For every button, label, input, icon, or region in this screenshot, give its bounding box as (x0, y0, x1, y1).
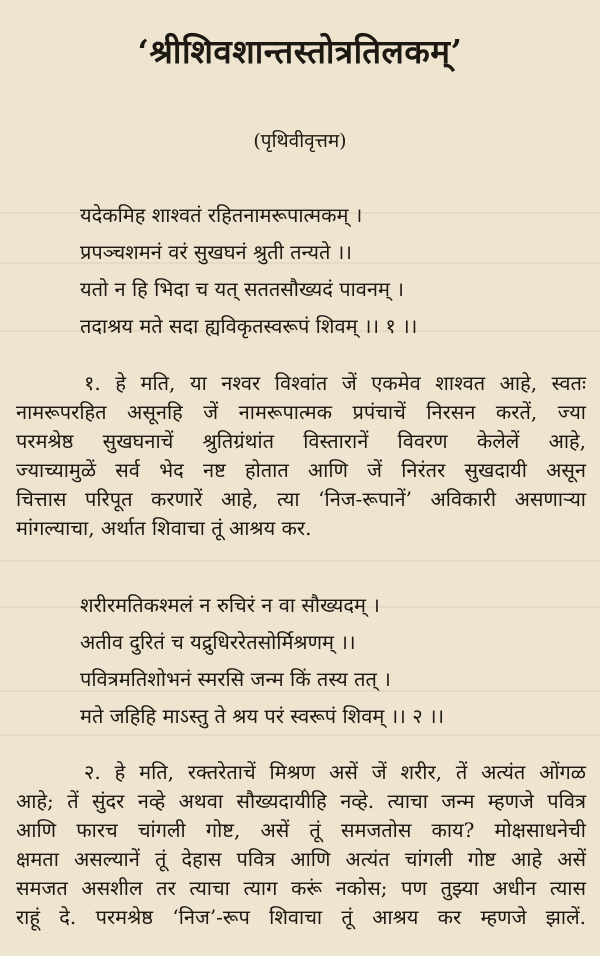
verse-line: यतो न हि भिदा च यत् सततसौख्यदं पावनम् । (80, 277, 404, 301)
paragraph-line: आहे; तें सुंदर नव्हे अथवा सौख्यदायीहि नव्हे. त्याचा जन्म म्हणजे पवित्र (16, 789, 586, 813)
verse-line: यदेकमिह शाश्वतं रहितनामरूपात्मकम् । (80, 203, 363, 227)
paragraph-line: चित्तास परिपूत करणारें आहे, त्या ‘निज-रूपानें’ अविकारी असणाऱ्या (16, 487, 586, 511)
meter-subtitle: (पृथिवीवृत्तम) (253, 130, 347, 152)
verse-line: अतीव दुरितं च यद्रुधिररेतसोर्मिश्रणम् ।। (80, 630, 356, 654)
paragraph-line: क्षमता असल्यानें तूं देहास पवित्र आणि अत्यंत चांगली गोष्ट आहे असें (16, 847, 586, 871)
commentary-2 (16, 758, 586, 932)
paragraph-line: मांगल्याचा, अर्थात शिवाचा तूं आश्रय कर. (16, 516, 312, 540)
paragraph-line: १. हे मति, या नश्वर विश्वांत जें एकमेव शाश्वत आहे, स्वतः (84, 371, 586, 395)
page-title: ‘श्रीशिवशान्तस्तोत्रतिलकम्’ (137, 32, 463, 71)
paragraph-line: समजत असशील तर त्याचा त्याग करूं नकोस; पण तुझ्या अधीन त्यास (16, 876, 586, 900)
verse-line: शरीरमतिकश्मलं न रुचिरं न वा सौख्यदम् । (80, 593, 380, 617)
paragraph-line: नामरूपरहित असूनहि जें नामरूपात्मक प्रपंचाचें निरसन करतें, ज्या (16, 400, 586, 424)
paragraph-line: परमश्रेष्ठ सुखघनाचें श्रुतिग्रंथांत विस्तारानें विवरण केलेलें आहे, (16, 429, 586, 453)
verse-1 (80, 197, 590, 345)
verse-line: प्रपञ्चशमनं वरं सुखघनं श्रुती तन्यते ।। (80, 240, 352, 264)
paragraph-line: राहूं दे. परमश्रेष्ठ ‘निज’-रूप शिवाचा तूं आश्रय कर म्हणजे झालें. (16, 905, 586, 929)
verse-line: मते जहिहि माऽस्तु ते श्रय परं स्वरूपं शिवम् ।। २ ।। (80, 704, 445, 728)
paragraph-line: ज्याच्यामुळें सर्व भेद नष्ट होतात आणि जें निरंतर सुखदायी असून (16, 458, 586, 482)
paragraph-line: २. हे मति, रक्तरेताचें मिश्रण असें जें शरीर, तें अत्यंत ओंगळ (84, 760, 586, 784)
verse-2 (80, 587, 590, 735)
verse-line: पवित्रमतिशोभनं स्मरसि जन्म किं तस्य तत् । (80, 667, 391, 691)
paragraph-line: आणि फारच चांगली गोष्ट, असें तूं समजतोस काय? मोक्षसाधनेची (16, 818, 586, 842)
verse-line: तदाश्रय मते सदा ह्यविकृतस्वरूपं शिवम् ।। १ ।। (80, 314, 418, 338)
commentary-1 (16, 369, 586, 543)
